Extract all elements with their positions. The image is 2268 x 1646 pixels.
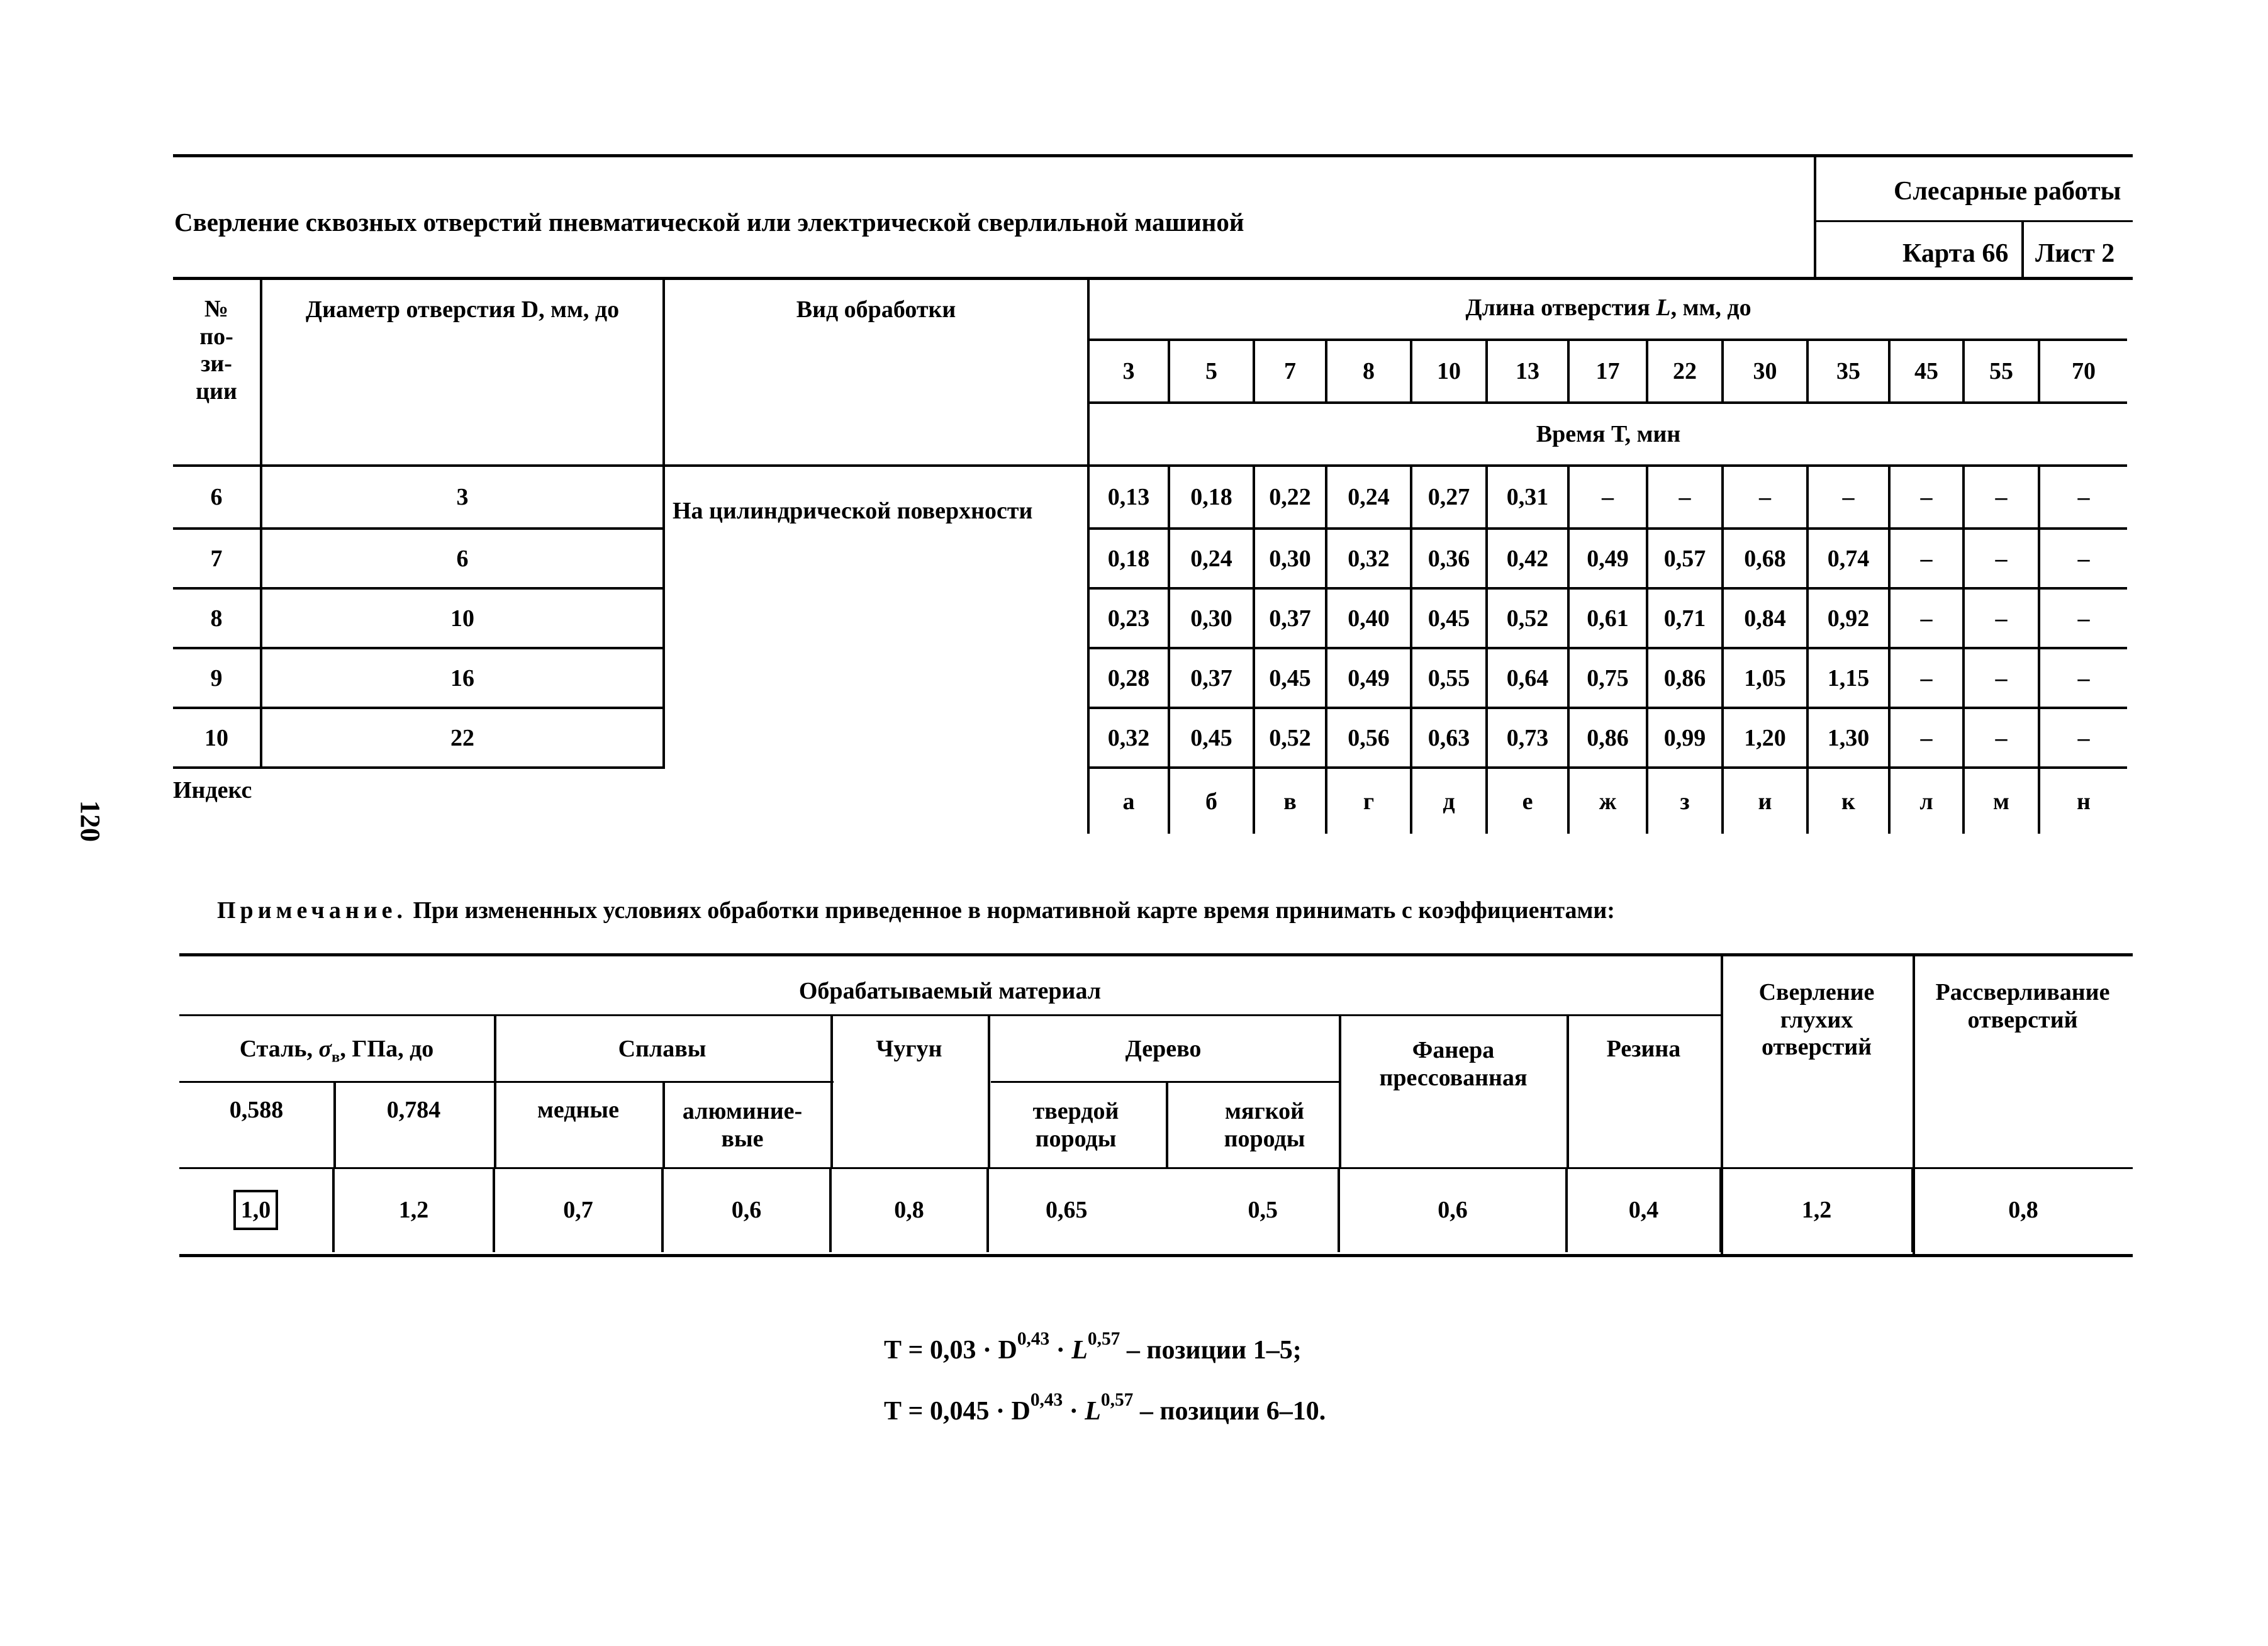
time-cell: 0,73 [1487, 708, 1568, 768]
time-cell: 0,75 [1568, 648, 1647, 708]
position-cell: 9 [173, 648, 261, 708]
process-cell: На цилиндрической поверхности [664, 466, 1088, 768]
rubber-header: Резина [1606, 1036, 1681, 1062]
header-divider [662, 1081, 665, 1167]
time-cell: 0,52 [1254, 708, 1326, 768]
time-cell: 0,36 [1411, 529, 1487, 588]
coef-value: 0,6 [662, 1167, 830, 1252]
coefficient-row [179, 1167, 2133, 1252]
header-top-rule [173, 154, 2133, 157]
header-mid-rule [1814, 220, 2133, 222]
time-cell: 0,84 [1723, 588, 1807, 648]
time-cell: 0,37 [1254, 588, 1326, 648]
position-cell: 10 [173, 708, 261, 768]
time-cell: – [1647, 466, 1723, 529]
time-cell: 0,99 [1647, 708, 1723, 768]
time-cell: 0,49 [1326, 648, 1411, 708]
time-cell: – [2039, 466, 2127, 529]
time-cell: 0,86 [1647, 648, 1723, 708]
coef-value: 0,8 [830, 1167, 988, 1252]
document-title: Сверление сквозных отверстий пневматической или электрической сверлильной машиной [174, 208, 1244, 237]
time-cell: 0,71 [1647, 588, 1723, 648]
time-cell: – [1889, 466, 1964, 529]
time-cell: 0,32 [1088, 708, 1169, 768]
length-value: 17 [1568, 340, 1647, 403]
length-value: 8 [1326, 340, 1411, 403]
time-cell: – [2039, 588, 2127, 648]
length-value: 35 [1807, 340, 1889, 403]
index-letter: ж [1568, 768, 1647, 834]
hardwood-header: твердой породы [1032, 1098, 1119, 1152]
length-value: 45 [1889, 340, 1964, 403]
table-row [173, 529, 2127, 588]
time-cell: 0,68 [1723, 529, 1807, 588]
index-letter: в [1254, 768, 1326, 834]
note [217, 899, 1615, 922]
length-value: 30 [1723, 340, 1807, 403]
position-column-header: № по- зи- ции [173, 277, 261, 466]
length-value: 70 [2039, 340, 2127, 403]
time-cell: – [1889, 529, 1964, 588]
time-cell: – [2039, 708, 2127, 768]
steel-0588: 0,588 [229, 1097, 284, 1123]
time-cell: 0,30 [1169, 588, 1254, 648]
coef-value: 0,4 [1567, 1167, 1721, 1252]
aluminum-header: алюминие- вые [682, 1098, 803, 1152]
coef-top-rule [179, 953, 2133, 956]
softwood-header: мягкой породы [1224, 1098, 1305, 1152]
position-cell: 7 [173, 529, 261, 588]
table-row [173, 708, 2127, 768]
time-cell: 1,15 [1807, 648, 1889, 708]
card-label: Карта 66 [1902, 239, 2009, 268]
time-cell: 0,86 [1568, 708, 1647, 768]
index-letter: а [1088, 768, 1169, 834]
plywood-header: Фанера прессованная [1379, 1037, 1528, 1091]
time-cell: – [2039, 648, 2127, 708]
length-value: 5 [1169, 340, 1254, 403]
time-header: Время Т, мин [1088, 403, 2127, 466]
time-cell: 0,63 [1411, 708, 1487, 768]
time-cell: – [1889, 588, 1964, 648]
diameter-column-header: Диаметр отверстия D, мм, до [261, 277, 664, 466]
time-cell: 1,05 [1723, 648, 1807, 708]
time-cell: – [1889, 648, 1964, 708]
time-cell: 0,23 [1088, 588, 1169, 648]
material-header: Обрабатываемый материал [798, 978, 1102, 1004]
material-header-rule [179, 1014, 1721, 1016]
process-column-header: Вид обработки [664, 277, 1088, 466]
index-letter: к [1807, 768, 1889, 834]
steel-header: Сталь, $\sigma_в$, ГПа, до [239, 1036, 434, 1066]
coef-value: 0,8 [1913, 1167, 2133, 1252]
length-value: 10 [1411, 340, 1487, 403]
coef-value: 1,2 [1721, 1167, 1913, 1252]
length-value: 13 [1487, 340, 1568, 403]
coef-value: 0,6 [1339, 1167, 1567, 1252]
time-cell: 0,45 [1169, 708, 1254, 768]
position-cell: 6 [173, 466, 261, 529]
index-label: Индекс [173, 777, 252, 803]
formula-positions-6-10: Т = 0,045 · D$^{0,43}$ · L$^{0,57}$ – позиции 6–10. [884, 1389, 1326, 1426]
time-cell: 0,74 [1807, 529, 1889, 588]
time-cell: 0,45 [1254, 648, 1326, 708]
time-cell: 1,20 [1723, 708, 1807, 768]
wood-header: Дерево [1125, 1036, 1202, 1062]
index-letter: з [1647, 768, 1723, 834]
page-number: 120 [75, 800, 106, 842]
length-header: Длина отверстия L, мм, до [1088, 277, 2127, 340]
time-cell: – [1964, 588, 2039, 648]
time-cell: 0,45 [1411, 588, 1487, 648]
time-cell: 0,24 [1169, 529, 1254, 588]
time-cell: 0,61 [1568, 588, 1647, 648]
time-cell: – [1568, 466, 1647, 529]
sheet-label: Лист 2 [2035, 239, 2115, 268]
copper-header: медные [537, 1097, 619, 1123]
header-divider [1339, 1014, 1341, 1167]
section-label: Слесарные работы [1894, 177, 2121, 206]
length-value: 3 [1088, 340, 1169, 403]
time-cell: – [1889, 708, 1964, 768]
time-cell: – [1723, 466, 1807, 529]
time-cell: 0,64 [1487, 648, 1568, 708]
diameter-cell: 10 [261, 588, 664, 648]
index-letter: н [2039, 768, 2127, 834]
time-cell: 0,37 [1169, 648, 1254, 708]
time-cell: 0,18 [1088, 529, 1169, 588]
index-letter: д [1411, 768, 1487, 834]
formula-positions-1-5: Т = 0,03 · D$^{0,43}$ · L$^{0,57}$ – позиции 1–5; [884, 1328, 1302, 1365]
diameter-cell: 22 [261, 708, 664, 768]
time-cell: 0,22 [1254, 466, 1326, 529]
time-cell: 0,42 [1487, 529, 1568, 588]
coef-value: 0,5 [1248, 1196, 1278, 1223]
drilling-time-table [173, 277, 2127, 834]
diameter-cell: 3 [261, 466, 664, 529]
time-cell: 0,49 [1568, 529, 1647, 588]
note-label: Примечание. [217, 897, 407, 924]
steel-0784: 0,784 [386, 1097, 441, 1123]
coef-value: 0,7 [494, 1167, 662, 1252]
time-cell: 0,32 [1326, 529, 1411, 588]
coefficient-values-table [179, 1167, 2133, 1252]
time-cell: 0,30 [1254, 529, 1326, 588]
time-cell: 0,92 [1807, 588, 1889, 648]
time-cell: 0,57 [1647, 529, 1723, 588]
header-divider [1814, 154, 1816, 277]
time-cell: 0,52 [1487, 588, 1568, 648]
time-cell: – [1807, 466, 1889, 529]
blind-holes-header: Сверление глухих отверстий [1758, 979, 1875, 1061]
time-cell: – [1964, 648, 2039, 708]
time-cell: 0,18 [1169, 466, 1254, 529]
index-row [173, 768, 2127, 834]
table-row [173, 588, 2127, 648]
time-cell: 0,55 [1411, 648, 1487, 708]
time-cell: 0,56 [1326, 708, 1411, 768]
time-cell: – [1964, 708, 2039, 768]
time-cell: 0,40 [1326, 588, 1411, 648]
time-cell: 1,30 [1807, 708, 1889, 768]
subheader-rule [179, 1081, 834, 1083]
time-cell: – [2039, 529, 2127, 588]
index-letter: г [1326, 768, 1411, 834]
coef-bottom-rule [179, 1254, 2133, 1257]
coef-value: 1,2 [333, 1167, 494, 1252]
index-letter: л [1889, 768, 1964, 834]
position-cell: 8 [173, 588, 261, 648]
length-value: 7 [1254, 340, 1326, 403]
header-divider [1166, 1081, 1168, 1167]
highlighted-coef: 1,0 [233, 1190, 279, 1230]
alloys-header: Сплавы [618, 1036, 707, 1062]
time-cell: – [1964, 529, 2039, 588]
time-cell: 0,24 [1326, 466, 1411, 529]
table-row [173, 648, 2127, 708]
table-row [173, 466, 2127, 529]
diameter-cell: 16 [261, 648, 664, 708]
time-cell: – [1964, 466, 2039, 529]
index-letter: м [1964, 768, 2039, 834]
index-letter: и [1723, 768, 1807, 834]
coef-value: 0,65 [988, 1167, 1166, 1252]
coef-value [179, 1167, 333, 1252]
note-text: При измененных условиях обработки приведенное в нормативной карте время принимать с коэффициентами: [413, 897, 1615, 924]
index-letter: е [1487, 768, 1568, 834]
index-letter: б [1169, 768, 1254, 834]
time-cell: 0,31 [1487, 466, 1568, 529]
diameter-cell: 6 [261, 529, 664, 588]
time-cell: 0,28 [1088, 648, 1169, 708]
time-cell: 0,13 [1088, 466, 1169, 529]
time-cell: 0,27 [1411, 466, 1487, 529]
header-divider [333, 1081, 336, 1167]
length-value: 55 [1964, 340, 2039, 403]
card-sheet-divider [2021, 220, 2024, 277]
length-value: 22 [1647, 340, 1723, 403]
cast-iron-header: Чугун [876, 1036, 942, 1062]
reaming-header: Рассверливание отверстий [1935, 979, 2110, 1033]
